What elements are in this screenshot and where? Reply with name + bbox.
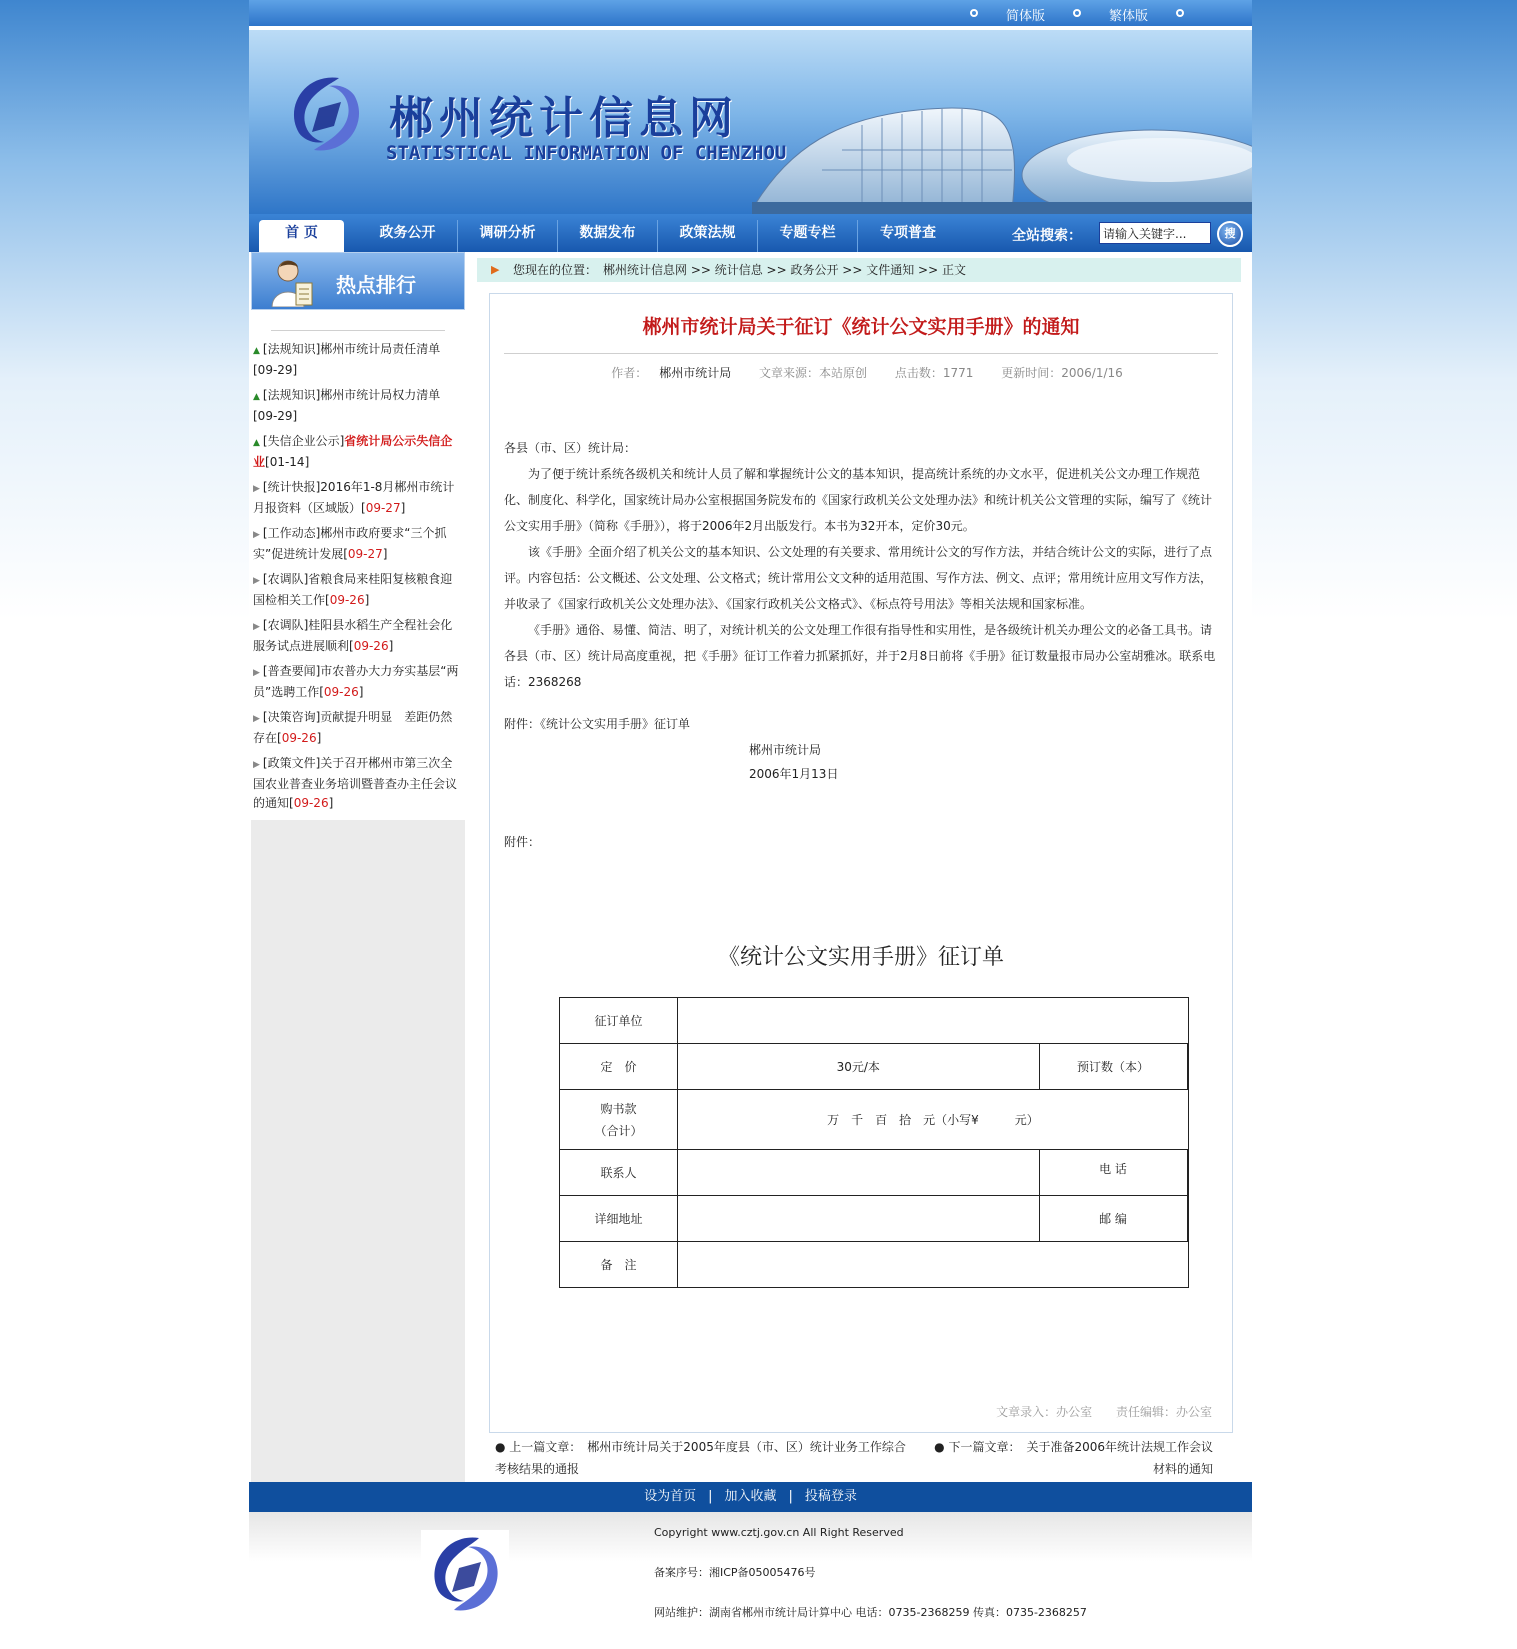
breadcrumb: [477, 258, 1241, 282]
list-item[interactable]: ▶ [普查要闻]市农普办大力夯实基层“两员”选聘工作[09-26]: [253, 664, 459, 699]
list-item[interactable]: ▶ [农调队]桂阳县水稻生产全程社会化服务试点进展顺利[09-26]: [253, 618, 453, 653]
salutation: 各县（市、区）统计局：: [504, 441, 637, 455]
divider: [271, 330, 445, 331]
footer-links: 设为首页 | 加入收藏 | 投稿登录: [249, 1482, 1252, 1512]
editor-by: 责任编辑：办公室: [1115, 1405, 1212, 1419]
triangle-bullet-icon: ▶: [253, 576, 260, 586]
footer-logo-icon: [421, 1530, 509, 1618]
order-form-table: [559, 997, 1189, 1288]
nav-data-release[interactable]: 数据发布: [558, 220, 658, 252]
update-time: 更新时间：2006/1/16: [1001, 366, 1123, 380]
icp-number: 备案序号：湘ICP备05005476号: [654, 1566, 816, 1579]
list-item[interactable]: ▶ [农调队]省粮食局来桂阳复核粮食迎国检相关工作[09-26]: [253, 572, 453, 607]
article-meta: 作者： 郴州市统计局 文章来源：本站原创 点击数：1771 更新时间：2006/1/16: [611, 366, 1123, 380]
article: [489, 293, 1233, 1433]
triangle-bullet-icon: ▶: [253, 668, 260, 678]
nav-special-topics[interactable]: 专题专栏: [758, 220, 858, 252]
nav-gov-affairs[interactable]: 政务公开: [358, 220, 458, 252]
source: 文章来源：本站原创: [759, 366, 868, 380]
set-home-link[interactable]: 设为首页: [644, 1489, 697, 1504]
top-bar: [249, 0, 1252, 26]
table-cell: 备 注: [560, 1242, 678, 1288]
search-label: 全站搜索：: [1012, 228, 1082, 244]
table-cell-input[interactable]: [678, 1150, 1040, 1196]
entry-by: 文章录入：办公室: [996, 1405, 1093, 1419]
triangle-bullet-icon: ▶: [253, 622, 260, 632]
list-item[interactable]: ▲ [法规知识]郴州市统计局权力清单 [09-29]: [253, 388, 441, 423]
table-cell: 万 千 百 拾 元（小写¥ 元）: [678, 1090, 1189, 1150]
table-cell-input[interactable]: [1187, 1150, 1188, 1196]
page: [249, 0, 1252, 1636]
hot-ranking-header: [251, 252, 465, 310]
list-item[interactable]: ▶ [决策咨询]贡献提升明显 差距仍然存在[09-26]: [253, 710, 453, 745]
triangle-bullet-icon: ▶: [253, 530, 260, 540]
signer: 郴州市统计局: [749, 743, 822, 757]
table-cell: 联系人: [560, 1150, 678, 1196]
search-input[interactable]: [1099, 222, 1211, 244]
sidebar-title: 热点排行: [336, 273, 416, 297]
table-cell-input[interactable]: [678, 1196, 1040, 1242]
divider: [504, 353, 1218, 354]
nav-home[interactable]: 首 页: [259, 220, 344, 252]
simplified-link[interactable]: 简体版: [1005, 9, 1045, 24]
traditional-link[interactable]: 繁体版: [1108, 9, 1148, 24]
table-cell: 购书款 （合计）: [560, 1090, 678, 1150]
table-cell-input[interactable]: [1187, 1196, 1188, 1242]
breadcrumb-text[interactable]: 您现在的位置： 郴州统计信息网 >> 统计信息 >> 政务公开 >> 文件通知 >> 正文: [513, 263, 966, 277]
hot-list: [251, 310, 465, 820]
submit-login-link[interactable]: 投稿登录: [804, 1489, 857, 1504]
nav-research[interactable]: 调研分析: [458, 220, 558, 252]
list-item[interactable]: ▶ [工作动态]郴州市政府要求“三个抓实”促进统计发展[09-27]: [253, 526, 447, 561]
table-cell: 电 话: [1039, 1150, 1187, 1196]
triangle-bullet-icon: ▶: [253, 760, 260, 770]
search-button[interactable]: 搜: [1217, 221, 1243, 247]
table-cell-input[interactable]: [1187, 1044, 1188, 1090]
paragraph: 该《手册》全面介绍了机关公文的基本知识、公文处理的有关要求、常用统计公文的写作方法，并结合统计公文的实际，进行了点评。内容包括：公文概述、公文处理、公文格式；统计常用公文文种的适用范围、写作方法、例文、点评；常用统计应用文写作方法，并收录了《国家行政机关公文处理办法》、《国家行政机关公文格式》、《标点符号用法》等相关法规和国家标准。: [504, 545, 1213, 611]
nav-policy[interactable]: 政策法规: [658, 220, 758, 252]
site-subtitle: STATISTICAL INFORMATION OF CHENZHOU: [386, 142, 787, 164]
author: 郴州市统计局: [659, 366, 732, 380]
list-item[interactable]: ▲ [失信企业公示]省统计局公示失信企业[01-14]: [253, 434, 453, 469]
list-item[interactable]: ▲ [法规知识]郴州市统计局责任清单 [09-29]: [253, 342, 441, 377]
arrow-icon: ▶: [491, 263, 500, 276]
table-cell: 预订数（本）: [1039, 1044, 1187, 1090]
site-logo-icon: [279, 68, 371, 160]
triangle-bullet-icon: ▲: [253, 346, 260, 356]
sign-date: 2006年1月13日: [749, 767, 839, 781]
triangle-bullet-icon: ▲: [253, 392, 260, 402]
paragraph: 为了便于统计系统各级机关和统计人员了解和掌握统计公文的基本知识，提高统计系统的办文水平，促进机关公文办理工作规范化、制度化、科学化，国家统计局办公室根据国务院发布的《国家行政机关公文处理办法》和统计机关公文管理的实际，编写了《统计公文实用手册》（简称《手册》），将于2006年2月出版发行。本书为32开本，定价30元。: [504, 467, 1213, 533]
triangle-bullet-icon: ▶: [253, 484, 260, 494]
table-cell: 征订单位: [560, 998, 678, 1044]
main-nav: [249, 214, 1252, 252]
footer: [249, 1512, 1252, 1636]
table-cell: 定 价: [560, 1044, 678, 1090]
table-cell: 30元/本: [678, 1044, 1040, 1090]
paragraph: 《手册》通俗、易懂、简洁、明了，对统计机关的公文处理工作很有指导性和实用性，是各级统计机关办理公文的必备工具书。请各县（市、区）统计局高度重视，把《手册》征订工作着力抓紧抓好，并于2月8日前将《手册》征订数量报市局办公室胡雅冰。联系电话：2368268: [504, 623, 1216, 689]
prev-article-link[interactable]: ● 上一篇文章： 郴州市统计局关于2005年度县（市、区）统计业务工作综合考核结果的通报: [495, 1440, 906, 1476]
attachment-label: 附件：: [504, 835, 541, 849]
attachment-line: 附件：《统计公文实用手册》征订单: [504, 717, 691, 731]
list-item[interactable]: ▶ [统计快报]2016年1-8月郴州市统计月报资料（区域版）[09-27]: [253, 480, 455, 515]
add-favorite-link[interactable]: 加入收藏: [724, 1489, 777, 1504]
copyright: Copyright www.cztj.gov.cn All Right Reserved: [654, 1526, 904, 1539]
list-item[interactable]: ▶ [政策文件]关于召开郴州市第三次全国农业普查业务培训暨普查办主任会议的通知[09-26]: [253, 756, 458, 810]
sidebar: [251, 252, 465, 1482]
person-icon: [268, 257, 316, 307]
article-editor-info: [976, 1403, 1212, 1420]
nav-census[interactable]: 专项普查: [880, 225, 936, 241]
circle-bullet-icon: [1073, 9, 1081, 17]
stadium-illustration: [752, 70, 1252, 214]
circle-bullet-icon: [1176, 9, 1184, 17]
triangle-bullet-icon: ▶: [253, 714, 260, 724]
circle-bullet-icon: [970, 9, 978, 17]
order-form-title: 《统计公文实用手册》征订单: [717, 945, 1004, 970]
article-body: [490, 435, 1232, 1288]
table-cell-input[interactable]: [678, 998, 1189, 1044]
triangle-bullet-icon: ▲: [253, 438, 260, 448]
click-count: 点击数：1771: [894, 366, 974, 380]
next-article-link[interactable]: ● 下一篇文章： 关于准备2006年统计法规工作会议材料的通知: [934, 1440, 1213, 1476]
table-cell: 邮 编: [1039, 1196, 1187, 1242]
maintainer: 网站维护：湖南省郴州市统计局计算中心 电话：0735-2368259 传真：0735-2368257: [654, 1606, 1087, 1619]
table-cell: 详细地址: [560, 1196, 678, 1242]
table-cell-input[interactable]: [678, 1242, 1189, 1288]
article-title: 郴州市统计局关于征订《统计公文实用手册》的通知: [642, 316, 1080, 338]
site-banner: [249, 30, 1252, 214]
site-title: 郴州统计信息网: [389, 93, 739, 144]
